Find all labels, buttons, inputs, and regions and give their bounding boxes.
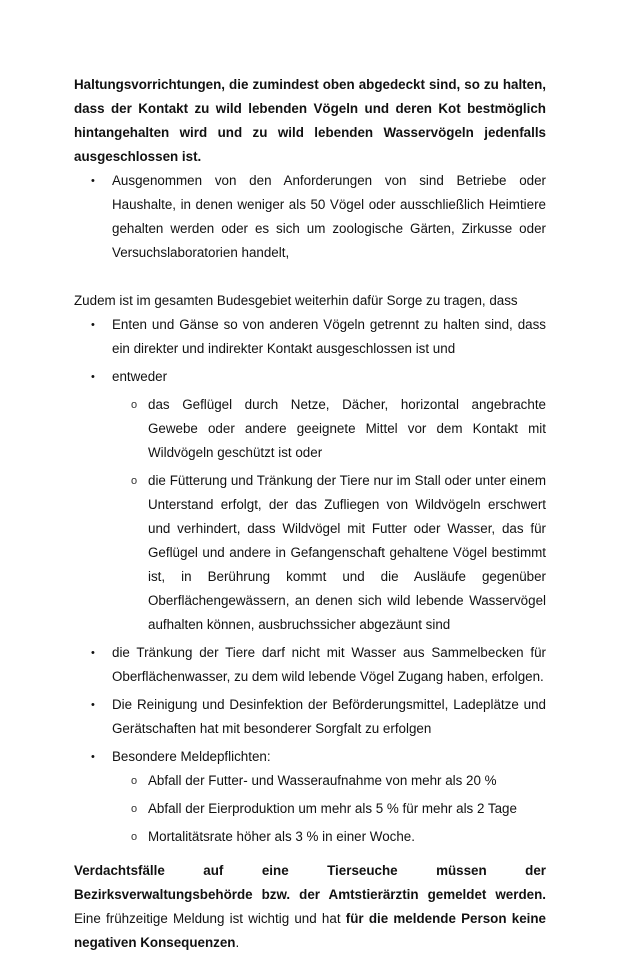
bullet-icon: • <box>91 699 95 711</box>
bullet-icon: • <box>91 175 95 187</box>
sublist-item-feed-drop <box>112 769 546 793</box>
list-item-exemption <box>74 169 546 265</box>
closing-bold-1: Verdachtsfälle auf eine Tierseuche müssen der Bezirksverwaltungsbehörde bzw. der Amtstierärztin gemeldet werden. <box>74 863 546 902</box>
circle-bullet-icon: o <box>131 775 138 787</box>
circle-bullet-icon: o <box>131 475 138 487</box>
sublist-item-text: die Fütterung und Tränkung der Tiere nur im Stall oder unter einem Unterstand erfolgt, der das Zufliegen von Wildvögeln erschwert und verhindert, dass Wildvögel mit Futter oder Wasser, das für Geflügel und andere in Gefangenschaft gehaltene Vögel bestimmt ist, in Berührung kommt und die Ausläufe gegenüber Oberflächengewässern, an denen sich wild lebende Wasservögel aufhalten können, ausbruchssicher abgezäunt sind <box>148 473 546 632</box>
closing-normal-1: Eine frühzeitige Meldung ist wichtig und hat <box>74 911 346 926</box>
requirements-intro-paragraph: Zudem ist im gesamten Budesgebiet weiterhin dafür Sorge zu tragen, dass <box>74 293 518 308</box>
closing-bold-2: für die meldende Person keine negativen Konsequenzen <box>74 911 546 950</box>
intro-paragraph: Haltungsvorrichtungen, die zumindest oben abgedeckt sind, so zu halten, dass der Kontakt zu wild lebenden Vögeln und deren Kot bestmöglich hintangehalten wird und zu wild lebenden Wasservögeln jedenfalls ausgeschlossen ist. <box>74 77 546 164</box>
spacer <box>74 269 546 289</box>
sublist-item-mortality <box>112 825 546 849</box>
bullet-icon: • <box>91 371 95 383</box>
list-item-watering <box>74 641 546 689</box>
requirements-list <box>74 313 546 849</box>
list-item-text: die Tränkung der Tiere darf nicht mit Wasser aus Sammelbecken für Oberflächenwasser, zu dem wild lebende Vögel Zugang haben, erfolgen. <box>112 645 546 684</box>
document-page <box>74 73 546 955</box>
bullet-icon: • <box>91 319 95 331</box>
closing-normal-2: . <box>235 935 240 950</box>
sublist-item-text: das Geflügel durch Netze, Dächer, horizontal angebrachte Gewebe oder andere geeignete Mittel vor dem Kontakt mit Wildvögeln geschützt ist oder <box>148 397 546 460</box>
list-item-separation <box>74 313 546 361</box>
sublist-item-text: Abfall der Futter- und Wasseraufnahme von mehr als 20 % <box>148 773 497 788</box>
list-item-text: Enten und Gänse so von anderen Vögeln getrennt zu halten sind, dass ein direkter und indirekter Kontakt ausgeschlossen ist und <box>112 317 546 356</box>
list-item-text: Die Reinigung und Desinfektion der Beförderungsmittel, Ladeplätze und Gerätschaften hat mit besonderer Sorgfalt zu erfolgen <box>112 697 546 736</box>
sublist-item-protection <box>112 393 546 465</box>
bullet-icon: • <box>91 647 95 659</box>
list-item-reporting-duties <box>74 745 546 849</box>
list-item-either <box>74 365 546 637</box>
list-item-text: Besondere Meldepflichten: <box>112 749 271 764</box>
circle-bullet-icon: o <box>131 399 138 411</box>
list-item-cleaning <box>74 693 546 741</box>
exemption-list <box>74 169 546 265</box>
circle-bullet-icon: o <box>131 831 138 843</box>
sublist-item-text: Mortalitätsrate höher als 3 % in einer Woche. <box>148 829 415 844</box>
circle-bullet-icon: o <box>131 803 138 815</box>
list-item-text: entweder <box>112 369 168 384</box>
closing-paragraph <box>74 859 546 955</box>
sublist-item-text: Abfall der Eierproduktion um mehr als 5 % für mehr als 2 Tage <box>148 801 517 816</box>
sublist-item-feeding <box>112 469 546 637</box>
sublist-item-egg-drop <box>112 797 546 821</box>
list-item-text: Ausgenommen von den Anforderungen von sind Betriebe oder Haushalte, in denen weniger als 50 Vögel oder ausschließlich Heimtiere gehalten werden oder es sich um zoologische Gärten, Zirkusse oder Versuchslaboratorien handelt, <box>112 173 546 260</box>
bullet-icon: • <box>91 751 95 763</box>
reporting-sublist <box>112 769 546 849</box>
either-sublist <box>112 393 546 637</box>
